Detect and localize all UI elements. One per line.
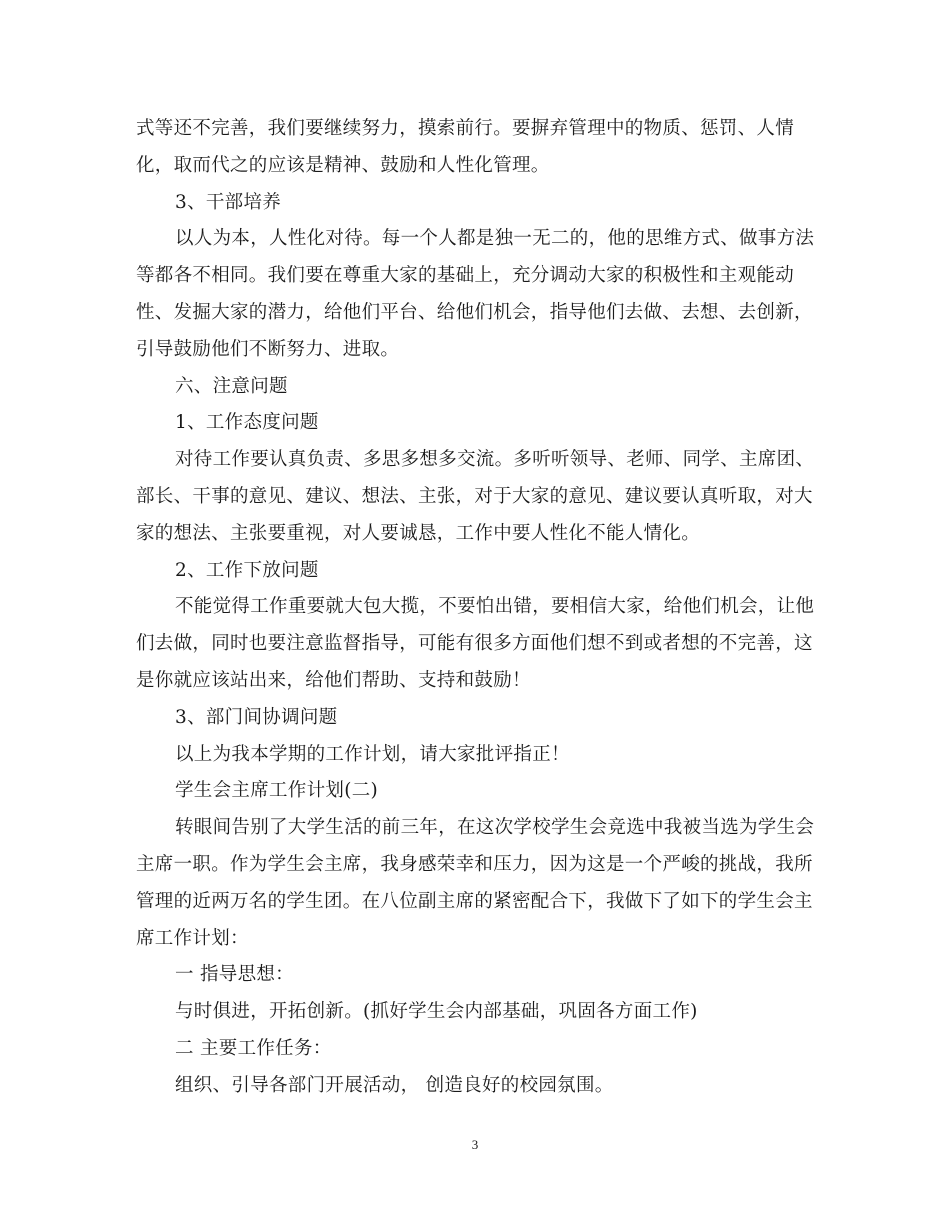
page-number: 3 [471, 1137, 479, 1152]
text-line: 以人为本，人性化对待。每一个人都是独一无二的，他的思维方式、做事方法 [175, 228, 815, 250]
text-line: 席工作计划： [136, 927, 249, 949]
text-line: 们去做，同时也要注意监督指导，可能有很多方面他们想不到或者想的不完善，这 [136, 633, 813, 655]
text-line: 3、部门间协调问题 [175, 706, 338, 728]
text-line: 2、工作下放问题 [175, 559, 319, 581]
text-line: 转眼间告别了大学生活的前三年，在这次学校学生会竞选中我被当选为学生会 [175, 817, 815, 839]
text-line: 主席一职。作为学生会主席，我身感荣幸和压力，因为这是一个严峻的挑战，我所 [136, 853, 813, 875]
text-line: 式等还不完善，我们要继续努力，摸索前行。要摒弃管理中的物质、惩罚、人情 [136, 118, 795, 139]
text-line: 组织、引导各部门开展活动， 创造良好的校园氛围。 [175, 1074, 614, 1096]
text-line: 学生会主席工作计划(二) [175, 780, 379, 802]
document-body [136, 111, 816, 1105]
text-line: 管理的近两万名的学生团。在八位副主席的紧密配合下，我做下了如下的学生会主 [136, 890, 813, 912]
text-line: 引导鼓励他们不断努力、进取。 [136, 338, 400, 360]
text-line: 是你就应该站出来，给他们帮助、支持和鼓励！ [136, 669, 531, 691]
text-line: 等都各不相同。我们要在尊重大家的基础上，充分调动大家的积极性和主观能动 [136, 265, 795, 287]
text-line: 以上为我本学期的工作计划，请大家批评指正！ [175, 743, 570, 765]
text-line: 一 指导思想： [175, 964, 294, 986]
text-line: 化，取而代之的应该是精神、鼓励和人性化管理。 [136, 154, 550, 176]
text-line: 六、注意问题 [175, 375, 288, 397]
text-line: 家的想法、主张要重视，对人要诚恳，工作中要人性化不能人情化。 [136, 522, 701, 544]
text-line: 对待工作要认真负责、多思多想多交流。多听听领导、老师、同学、主席团、 [175, 449, 815, 471]
text-line: 二 主要工作任务： [175, 1037, 332, 1059]
text-line: 部长、干事的意见、建议、想法、主张，对于大家的意见、建议要认真听取，对大 [136, 485, 813, 507]
text-line: 3、干部培养 [175, 191, 282, 213]
text-line: 不能觉得工作重要就大包大揽，不要怕出错，要相信大家，给他们机会，让他 [175, 596, 815, 618]
text-line: 与时俱进，开拓创新。(抓好学生会内部基础，巩固各方面工作) [175, 1001, 698, 1023]
text-line: 性、发掘大家的潜力，给他们平台、给他们机会，指导他们去做、去想、去创新， [136, 301, 813, 323]
text-line: 1、工作态度问题 [175, 412, 319, 434]
